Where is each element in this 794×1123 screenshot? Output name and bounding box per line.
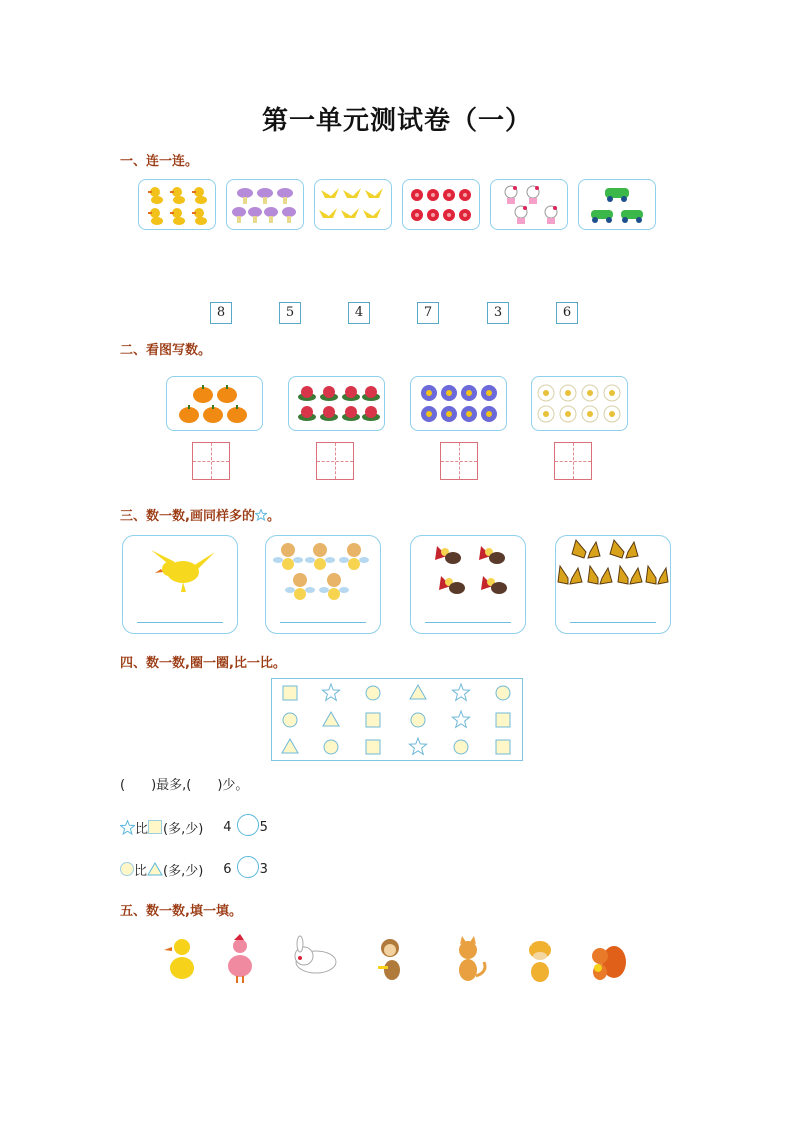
number-box[interactable]: 5 (279, 302, 301, 324)
number-box[interactable]: 6 (556, 302, 578, 324)
section-5-heading: 五、数一数,填一填。 (120, 904, 242, 919)
page-title: 第一单元测试卷（一） (261, 106, 532, 136)
cat-icon (459, 936, 485, 981)
circle-icon (120, 862, 134, 876)
picture-card-cars[interactable] (578, 179, 656, 230)
picture-card-pumpkins (166, 376, 263, 431)
picture-card-birds[interactable] (314, 179, 392, 230)
drawing-card-bird[interactable] (122, 535, 238, 634)
writing-grid-box[interactable] (316, 442, 354, 480)
aster-icon (411, 377, 506, 430)
compare-row-2 (120, 856, 268, 882)
section-3-label: 三、数一数,画同样多的 (120, 509, 255, 524)
car-icon (579, 180, 655, 229)
star-icon (120, 820, 135, 835)
triangle-icon[interactable] (323, 712, 339, 726)
compare-word: 比 (135, 821, 149, 837)
triangle-icon (147, 862, 163, 876)
answer-circle[interactable] (237, 814, 259, 836)
picture-card-kittens[interactable] (490, 179, 568, 230)
shape-grid (271, 678, 523, 761)
most-least-line: ( )最多,( )少。 (120, 778, 249, 793)
circle-icon[interactable] (283, 713, 297, 727)
square-icon (148, 820, 162, 834)
answer-line (425, 622, 511, 623)
star-icon[interactable] (452, 684, 469, 700)
section-1-heading: 一、连一连。 (120, 154, 199, 169)
squirrel-icon (592, 946, 626, 980)
drawing-card-roosters[interactable] (410, 535, 526, 634)
picture-card-flowers[interactable] (402, 179, 480, 230)
kitten-icon (491, 180, 567, 229)
square-icon[interactable] (496, 713, 510, 727)
circle-icon[interactable] (324, 740, 338, 754)
circle-icon[interactable] (454, 740, 468, 754)
number-box[interactable]: 8 (210, 302, 232, 324)
answer-line (280, 622, 366, 623)
rooster-icon (411, 536, 525, 606)
compare-hint: (多,少) (163, 863, 204, 879)
dog-icon (295, 936, 336, 973)
drawing-card-bees[interactable] (265, 535, 381, 634)
circle-icon[interactable] (366, 686, 380, 700)
picture-card-daisies (531, 376, 628, 431)
triangle-icon[interactable] (410, 685, 426, 699)
picture-card-mushrooms[interactable] (226, 179, 304, 230)
section-3-heading (120, 505, 280, 524)
ducks-icon (139, 180, 215, 229)
compare-right-number: 5 (259, 819, 268, 835)
answer-line (570, 622, 656, 623)
circle-icon[interactable] (496, 686, 510, 700)
pumpkin-icon (167, 377, 262, 430)
animal-row (160, 932, 640, 986)
star-icon[interactable] (452, 711, 469, 727)
star-icon (255, 509, 267, 521)
rose-icon (289, 377, 384, 430)
compare-left-number: 6 (223, 861, 232, 877)
answer-line (137, 622, 223, 623)
compare-right-number: 3 (259, 861, 268, 877)
monkey-icon (378, 939, 400, 980)
compare-left-number: 4 (223, 819, 232, 835)
drawing-card-butterflies[interactable] (555, 535, 671, 634)
shape-grid-svg (272, 679, 521, 759)
number-box[interactable]: 7 (417, 302, 439, 324)
square-icon[interactable] (283, 686, 297, 700)
writing-grid-box[interactable] (554, 442, 592, 480)
section-2-heading: 二、看图写数。 (120, 343, 212, 358)
yellow-bird-icon (123, 536, 237, 606)
number-box[interactable]: 4 (348, 302, 370, 324)
writing-grid-box[interactable] (440, 442, 478, 480)
picture-card-asters (410, 376, 507, 431)
triangle-icon[interactable] (282, 739, 298, 753)
mushroom-icon (227, 180, 303, 229)
butterfly-icon (556, 536, 670, 606)
duckling-icon (164, 939, 194, 979)
picture-card-roses (288, 376, 385, 431)
square-icon[interactable] (366, 740, 380, 754)
red-flower-icon (403, 180, 479, 229)
answer-circle[interactable] (237, 856, 259, 878)
bee-icon (266, 536, 380, 606)
star-icon[interactable] (409, 738, 426, 754)
writing-grid-box[interactable] (192, 442, 230, 480)
square-icon[interactable] (496, 740, 510, 754)
picture-card-ducks[interactable] (138, 179, 216, 230)
cow-icon (528, 940, 552, 982)
star-icon[interactable] (322, 684, 339, 700)
bird-icon (315, 180, 391, 229)
daisy-icon (532, 377, 627, 430)
section-4-heading: 四、数一数,圈一圈,比一比。 (120, 656, 286, 671)
section-3-suffix: 。 (266, 509, 280, 524)
compare-word: 比 (134, 863, 148, 879)
circle-icon[interactable] (411, 713, 425, 727)
compare-row-1 (120, 814, 268, 840)
rooster-icon (228, 934, 252, 983)
number-box[interactable]: 3 (487, 302, 509, 324)
compare-hint: (多,少) (163, 821, 204, 837)
square-icon[interactable] (366, 713, 380, 727)
